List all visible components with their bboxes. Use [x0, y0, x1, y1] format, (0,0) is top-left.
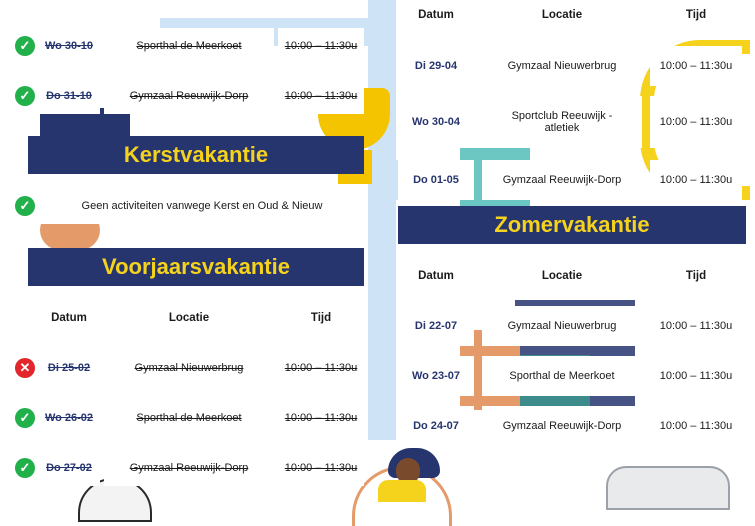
date-cell: Do 31-10 — [38, 78, 100, 114]
date-cell: Do 27-02 — [38, 450, 100, 486]
location-cell: Gymzaal Reeuwijk-Dorp — [104, 450, 274, 486]
cross-icon: ✕ — [15, 358, 35, 378]
location-cell: Sporthal de Meerkoet — [482, 356, 642, 396]
date-cell: Wo 23-07 — [398, 356, 474, 396]
column-header-date: Datum — [398, 0, 474, 30]
location-cell: Gymzaal Nieuwerbrug — [104, 350, 274, 386]
time-cell: 10:00 – 11:30u — [650, 96, 742, 148]
check-icon: ✓ — [15, 36, 35, 56]
location-cell: Sporthal de Meerkoet — [104, 28, 274, 64]
location-cell: Gymzaal Nieuwerbrug — [482, 46, 642, 86]
time-cell: 10:00 – 11:30u — [278, 78, 364, 114]
date-cell: Di 22-07 — [398, 306, 474, 346]
check-icon: ✓ — [15, 196, 35, 216]
column-header-date: Datum — [38, 300, 100, 336]
time-cell: 10:00 – 11:30u — [278, 400, 364, 436]
column-header-location: Locatie — [104, 300, 274, 336]
time-cell: 10:00 – 11:30u — [278, 450, 364, 486]
column-header-location: Locatie — [482, 256, 642, 296]
location-cell: Gymzaal Reeuwijk-Dorp — [104, 78, 274, 114]
date-cell: Do 24-07 — [398, 406, 474, 446]
date-cell: Wo 30-04 — [398, 96, 474, 148]
date-cell: Di 29-04 — [398, 46, 474, 86]
date-cell: Di 25-02 — [38, 350, 100, 386]
time-cell: 10:00 – 11:30u — [650, 406, 742, 446]
column-header-location: Locatie — [482, 0, 642, 30]
location-cell: Gymzaal Reeuwijk-Dorp — [482, 160, 642, 200]
time-cell: 10:00 – 11:30u — [650, 306, 742, 346]
check-icon: ✓ — [15, 86, 35, 106]
kerst-note: Geen activiteiten vanwege Kerst en Oud & Nieuw — [40, 188, 364, 224]
table-row-partial — [0, 0, 368, 4]
section-title-kerstvakantie: Kerstvakantie — [28, 136, 364, 174]
time-cell: 10:00 – 11:30u — [650, 46, 742, 86]
section-title-voorjaarsvakantie: Voorjaarsvakantie — [28, 248, 364, 286]
date-cell: Do 01-05 — [398, 160, 474, 200]
time-cell: 10:00 – 11:30u — [278, 28, 364, 64]
time-cell: 10:00 – 11:30u — [650, 160, 742, 200]
check-icon: ✓ — [15, 408, 35, 428]
column-header-time: Tijd — [278, 300, 364, 336]
date-cell: Wo 26-02 — [38, 400, 100, 436]
time-cell: 10:00 – 11:30u — [278, 350, 364, 386]
date-cell: Wo 30-10 — [38, 28, 100, 64]
location-cell: Sportclub Reeuwijk - atletiek — [482, 96, 642, 148]
column-header-date: Datum — [398, 256, 474, 296]
time-cell: 10:00 – 11:30u — [650, 356, 742, 396]
location-cell: Gymzaal Nieuwerbrug — [482, 306, 642, 346]
column-header-time: Tijd — [650, 0, 742, 30]
check-icon: ✓ — [15, 458, 35, 478]
location-cell: Sporthal de Meerkoet — [104, 400, 274, 436]
location-cell: Gymzaal Reeuwijk-Dorp — [482, 406, 642, 446]
column-header-time: Tijd — [650, 256, 742, 296]
section-title-zomervakantie: Zomervakantie — [398, 206, 746, 244]
